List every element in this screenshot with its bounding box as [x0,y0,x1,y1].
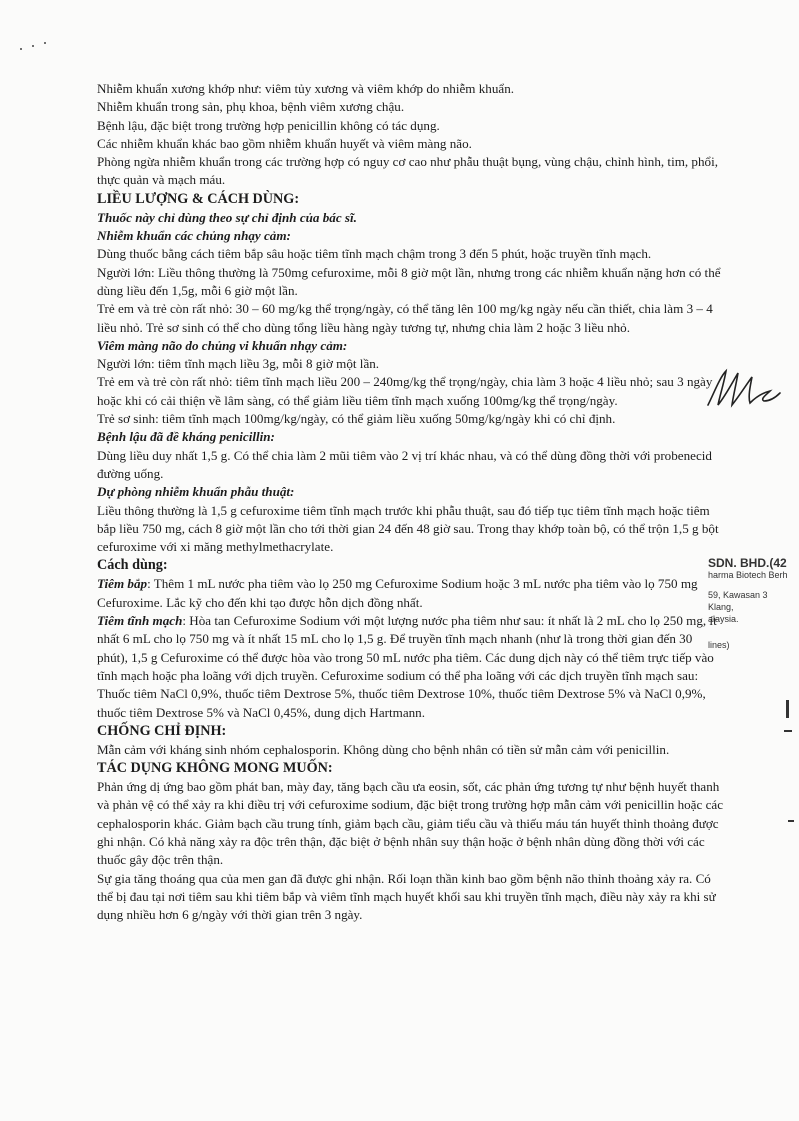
paragraph: Trẻ em và trẻ còn rất nhỏ: tiêm tĩnh mạch liều 200 – 240mg/kg thể trọng/ngày, chia làm 3 hoặc 4 liều nhỏ; sau 3 ngày hoặc khi có cải thiện về lâm sàng, có thể giảm liều tiêm tĩnh mạch xuống 100mg/kg thể trọng/ngày. [97,374,713,408]
document-body [97,80,725,924]
stamp-line: harma Biotech Berh [708,570,788,580]
labeled-paragraph [97,575,725,612]
section-heading: Cách dùng: [97,557,168,574]
paragraph-text: : Hòa tan Cefuroxime Sodium với một lượng nước pha tiêm như sau: ít nhất là 2 mL cho lọ 250 mg, ít nhất 6 mL cho lọ 750 mg và ít nhất 15 mL cho lọ 1,5 g. Để truyền tĩnh mạch nhanh (như là trong thời gian đến 30 phút), 1,5 g Cefuroxime có thể được hòa vào trong 50 mL nước pha tiêm. Các dung dịch này có thể tiêm trực tiếp vào tĩnh mạch hoặc pha loãng với dịch truyền. Cefuroxime sodium có thể pha loãng với các dịch truyền tĩnh mạch sau: Thuốc tiêm NaCl 0,9%, thuốc tiêm Dextrose 5%, thuốc tiêm Dextrose 10%, thuốc tiêm Dextrose 5% và NaCl 0,9%, thuốc tiêm Dextrose 5% và NaCl 0,45%, dung dịch Hartmann. [97,613,717,720]
labeled-paragraph [97,612,725,722]
paragraph: Người lớn: Liều thông thường là 750mg cefuroxime, mỗi 8 giờ một lần, nhưng trong các nhiễm khuẩn nặng hơn có thể dùng liều đến 1,5g, mỗi 6 giờ một lần. [97,264,721,298]
paragraph: Sự gia tăng thoáng qua của men gan đã được ghi nhận. Rối loạn thần kinh bao gồm bệnh não thỉnh thoảng xảy ra. Có thể bị đau tại nơi tiêm sau khi tiêm bắp và viêm tĩnh mạch huyết khối sau khi truyền tĩnh mạch, điều này xảy ra khi sử dụng nhiều hơn 6 g/ngày với thời gian trên 3 ngày. [97,870,716,923]
paragraph: Phản ứng dị ứng bao gồm phát ban, mày đay, tăng bạch cầu ưa eosin, sốt, các phản ứng tương tự như bệnh huyết thanh và phản vệ có thể xảy ra khi điều trị với cefuroxime sodium, đặc biệt trong trường hợp mẫn cảm với penicillin hoặc các cephalosporin khác. Giảm bạch cầu trung tính, giảm bạch cầu, giảm tiểu cầu và thiếu máu tán huyết thỉnh thoảng được ghi nhận. Có khả năng xảy ra độc trên thận, đặc biệt ở bệnh nhân suy thận hoặc ở bệnh nhân dùng đồng thời với các thuốc gây độc trên thận. [97,779,724,868]
paragraph: Dùng liều duy nhất 1,5 g. Có thể chia làm 2 mũi tiêm vào 2 vị trí khác nhau, và có thể dùng đồng thời với probenecid đường uống. [97,447,712,481]
stamp-line: alaysia. [708,614,739,624]
company-stamp [708,557,799,651]
paragraph: Liều thông thường là 1,5 g cefuroxime tiêm tĩnh mạch trước khi phẫu thuật, sau đó tiếp tục tiêm tĩnh mạch hoặc tiêm bắp liều 750 mg, cách 8 giờ một lần cho tới thời gian 24 đến 48 giờ sau. Trong thay khớp toàn bộ, có thể trộn 1,5 g bột cefuroxime với xi măng methylmethacrylate. [97,502,719,555]
paragraph: Bệnh lậu, đặc biệt trong trường hợp penicillin không có tác dụng. [97,117,440,133]
handwritten-signature [700,365,782,411]
subsection-heading: Nhiễm khuẩn các chủng nhạy cảm: [97,228,291,244]
section-heading: TÁC DỤNG KHÔNG MONG MUỐN: [97,760,333,777]
paragraph-label: Tiêm tĩnh mạch [97,613,183,629]
subsection-heading: Thuốc này chỉ dùng theo sự chỉ định của bác sĩ. [97,209,357,225]
paragraph: Trẻ sơ sinh: tiêm tĩnh mạch 100mg/kg/ngày, có thể giảm liều xuống 50mg/kg/ngày khi có chỉ định. [97,411,616,427]
subsection-heading: Viêm màng não do chủng vi khuẩn nhạy cảm: [97,337,348,353]
stamp-line: SDN. BHD.(42 [708,556,787,570]
stamp-line: Klang, [708,602,734,612]
paragraph: Nhiễm khuẩn xương khớp như: viêm tủy xương và viêm khớp do nhiễm khuẩn. [97,81,515,96]
paragraph: Phòng ngừa nhiễm khuẩn trong các trường hợp có nguy cơ cao như phẫu thuật bụng, vùng chậu, chỉnh hình, tim, phổi, thực quản và mạch máu. [97,154,718,188]
stamp-line: lines) [708,640,730,650]
subsection-heading: Bệnh lậu đã đề kháng penicillin: [97,429,275,445]
paragraph: Trẻ em và trẻ còn rất nhỏ: 30 – 60 mg/kg thể trọng/ngày, có thể tăng lên 100 mg/kg ngày nếu cần thiết, chia làm 3 – 4 liều nhỏ. Trẻ sơ sinh có thể cho dùng tổng liều hàng ngày tương tự, nhưng chia làm 2 hoặc 3 liều nhỏ. [97,301,713,335]
subsection-heading: Dự phòng nhiễm khuẩn phẫu thuật: [97,484,295,500]
paragraph-text: : Thêm 1 mL nước pha tiêm vào lọ 250 mg Cefuroxime Sodium hoặc 3 mL nước pha tiêm vào lọ 750 mg Cefuroxime. Lắc kỹ cho đến khi tạo được hỗn dịch đồng nhất. [97,576,698,610]
paragraph: Các nhiễm khuẩn khác bao gồm nhiễm khuẩn huyết và viêm màng não. [97,135,472,151]
stamp-line: 59, Kawasan 3 [708,590,768,600]
section-heading: CHỐNG CHỈ ĐỊNH: [97,722,227,739]
paragraph: Người lớn: tiêm tĩnh mạch liều 3g, mỗi 8 giờ một lần. [97,356,380,372]
paragraph: Nhiễm khuẩn trong sản, phụ khoa, bệnh viêm xương chậu. [97,99,405,115]
section-heading: LIỀU LƯỢNG & CÁCH DÙNG: [97,190,300,207]
paragraph-label: Tiêm bắp [97,576,148,592]
paragraph: Dùng thuốc bằng cách tiêm bắp sâu hoặc tiêm tĩnh mạch chậm trong 3 đến 5 phút, hoặc truyền tĩnh mạch. [97,246,652,262]
paragraph: Mẫn cảm với kháng sinh nhóm cephalosporin. Không dùng cho bệnh nhân có tiền sử mẫn cảm với penicillin. [97,741,670,757]
